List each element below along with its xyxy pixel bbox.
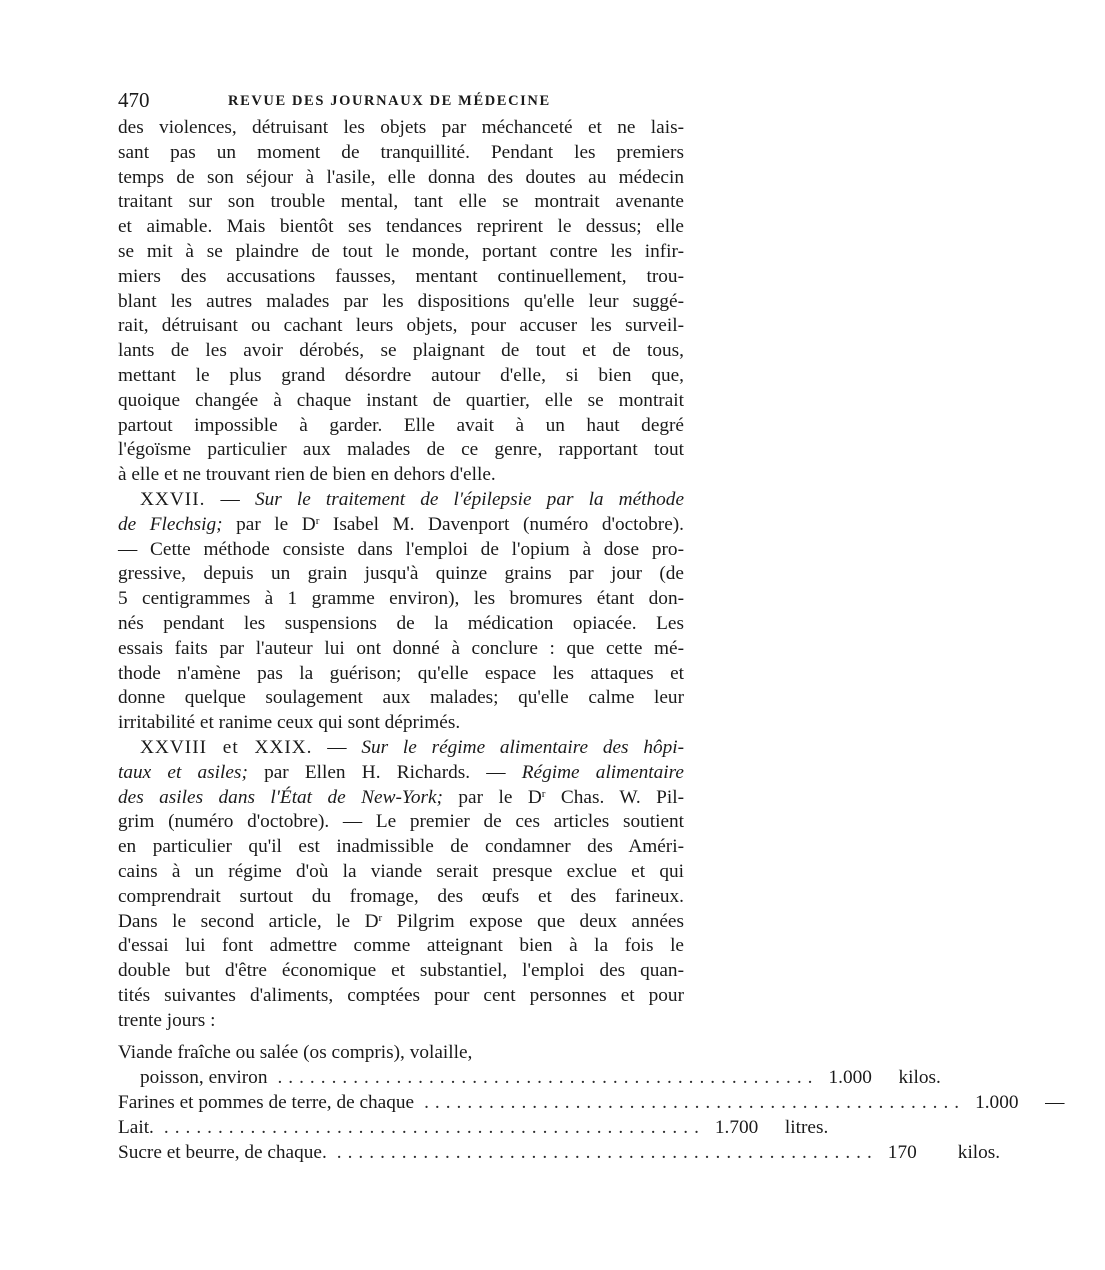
section-numeral: XXVIII et XXIX. (140, 736, 313, 758)
text-line: 5 centigrammes à 1 gramme environ), les bromures étant don- (118, 588, 684, 610)
dot-leader: .................................................. (424, 1092, 966, 1114)
section-heading-line (118, 488, 684, 513)
text-line: d'essai lui font admettre comme atteignant bien à la fois le (118, 935, 684, 957)
text-line (118, 910, 684, 935)
text-line: tités suivantes d'aliments, comptées pour cent personnes et pour (118, 984, 684, 1006)
text-line (118, 513, 684, 538)
article-title-cont: de Flechsig; (118, 513, 223, 535)
superscript: r (378, 911, 383, 924)
row-quantity: 1.000 (828, 1067, 872, 1089)
text-line: thode n'amène pas la guérison; qu'elle espace les attaques et (118, 662, 684, 684)
table-row (118, 1041, 684, 1066)
article-title-cont: taux et asiles; (118, 761, 248, 783)
text-line: sant pas un moment de tranquillité. Pendant les premiers (118, 141, 684, 163)
section-numeral: XXVII. (140, 488, 206, 510)
text-line: donne quelque soulagement aux malades; qu'elle calme leur (118, 687, 684, 709)
text-line: grim (numéro d'octobre). — Le premier de ces articles soutient (118, 811, 684, 833)
row-quantity: 170 (887, 1141, 917, 1163)
text-line: comprendrait surtout du fromage, des œufs et des farineux. (118, 885, 684, 907)
text-line (118, 786, 684, 811)
superscript: r (315, 514, 320, 527)
text-line: cains à un régime d'où la viande serait presque exclue et qui (118, 860, 684, 882)
row-unit: kilos. (898, 1067, 941, 1089)
table-row (118, 1091, 1065, 1116)
row-unit: litres. (784, 1116, 829, 1138)
page-header (118, 88, 684, 116)
dot-leader: .................................................. (336, 1141, 878, 1163)
row-label: Farines et pommes de terre, de chaque (118, 1092, 415, 1114)
text-line: l'égoïsme particulier aux malades de ce genre, rapportant tout (118, 439, 684, 461)
running-head: REVUE DES JOURNAUX DE MÉDECINE (228, 93, 551, 109)
row-unit: kilos. (957, 1141, 1001, 1163)
row-unit: — (1045, 1092, 1065, 1114)
text-line: partout impossible à garder. Elle avait à un haut degré (118, 414, 684, 436)
text-line: traitant sur son trouble mental, tant elle se montrait avenante (118, 191, 684, 213)
text-line: temps de son séjour à l'asile, elle donna des doutes au médecin (118, 166, 684, 188)
book-page (118, 88, 1065, 1165)
byline: par le D (222, 513, 316, 535)
text-line: et aimable. Mais bientôt ses tendances reprirent le dessus; elle (118, 216, 684, 238)
text-fragment: Dans le second article, le D (118, 910, 379, 932)
text-line: blant les autres malades par les dispositions qu'elle leur suggé- (118, 290, 684, 312)
superscript: r (541, 787, 546, 800)
text-line (118, 761, 684, 786)
text-line: double but d'être économique et substantiel, l'emploi des quan- (118, 960, 684, 982)
text-line: gressive, depuis un grain jusqu'à quinze grains par jour (de (118, 563, 684, 585)
row-label: Sucre et beurre, de chaque. (118, 1141, 327, 1163)
row-label: Lait. (118, 1116, 154, 1138)
article-title: Sur le traitement de l'épilepsie par la méthode (254, 488, 684, 510)
row-quantity: 1.000 (975, 1092, 1019, 1114)
section-xxviii-xxix (118, 736, 684, 1034)
author: par Ellen H. Richards. — (247, 761, 522, 783)
text-fragment: Pilgrim expose que deux années (382, 910, 684, 932)
text-line: irritabilité et ranime ceux qui sont déprimés. (118, 712, 461, 734)
table-row (118, 1066, 941, 1091)
article-title: Sur le régime alimentaire des hôpi- (361, 736, 685, 758)
text-line: en particulier qu'il est inadmissible de condamner des Améri- (118, 836, 684, 858)
text-line: rait, détruisant ou cachant leurs objets, pour accuser les surveil- (118, 315, 684, 337)
text-line: des violences, détruisant les objets par méchanceté et ne lais- (118, 117, 684, 138)
paragraph-1 (118, 116, 684, 488)
body-text (118, 116, 1065, 1165)
text-line: mettant le plus grand désordre autour d'elle, si bien que, (118, 364, 684, 386)
text-line: trente jours : (118, 1009, 216, 1031)
article-title: Régime alimentaire (521, 761, 684, 783)
dash: — (312, 736, 362, 758)
article-title-cont: des asiles dans l'État de New-York; (118, 786, 443, 808)
ration-table (118, 1041, 1065, 1165)
text-line: — Cette méthode consiste dans l'emploi de l'opium à dose pro- (118, 538, 684, 560)
row-quantity: 1.700 (714, 1116, 759, 1138)
author: Chas. W. Pil- (545, 786, 684, 808)
section-heading-line (118, 736, 684, 761)
byline: par le D (442, 786, 542, 808)
text-line: essais faits par l'auteur lui ont donné à conclure : que cette mé- (118, 637, 684, 659)
section-xxvii (118, 488, 684, 736)
page-number: 470 (118, 88, 150, 112)
text-line: se mit à se plaindre de tout le monde, portant contre les infir- (118, 240, 684, 262)
row-label: Viande fraîche ou salée (os compris), volaille, (118, 1042, 473, 1064)
text-line: miers des accusations fausses, mentant continuellement, trou- (118, 265, 684, 287)
author: Isabel M. Davenport (numéro d'octobre). (319, 513, 685, 535)
table-row (118, 1116, 829, 1141)
dot-leader: .................................................. (163, 1116, 705, 1138)
row-label: poisson, environ (140, 1067, 268, 1089)
text-line: quoique changée à chaque instant de quartier, elle se montrait (118, 389, 684, 411)
table-row (118, 1141, 1001, 1166)
text-line: nés pendant les suspensions de la médication opiacée. Les (118, 612, 684, 634)
text-line: lants de les avoir dérobés, se plaignant de tout et de tous, (118, 340, 684, 362)
dash: — (205, 488, 255, 510)
text-line: à elle et ne trouvant rien de bien en dehors d'elle. (118, 464, 496, 486)
dot-leader: .................................................. (277, 1067, 819, 1089)
